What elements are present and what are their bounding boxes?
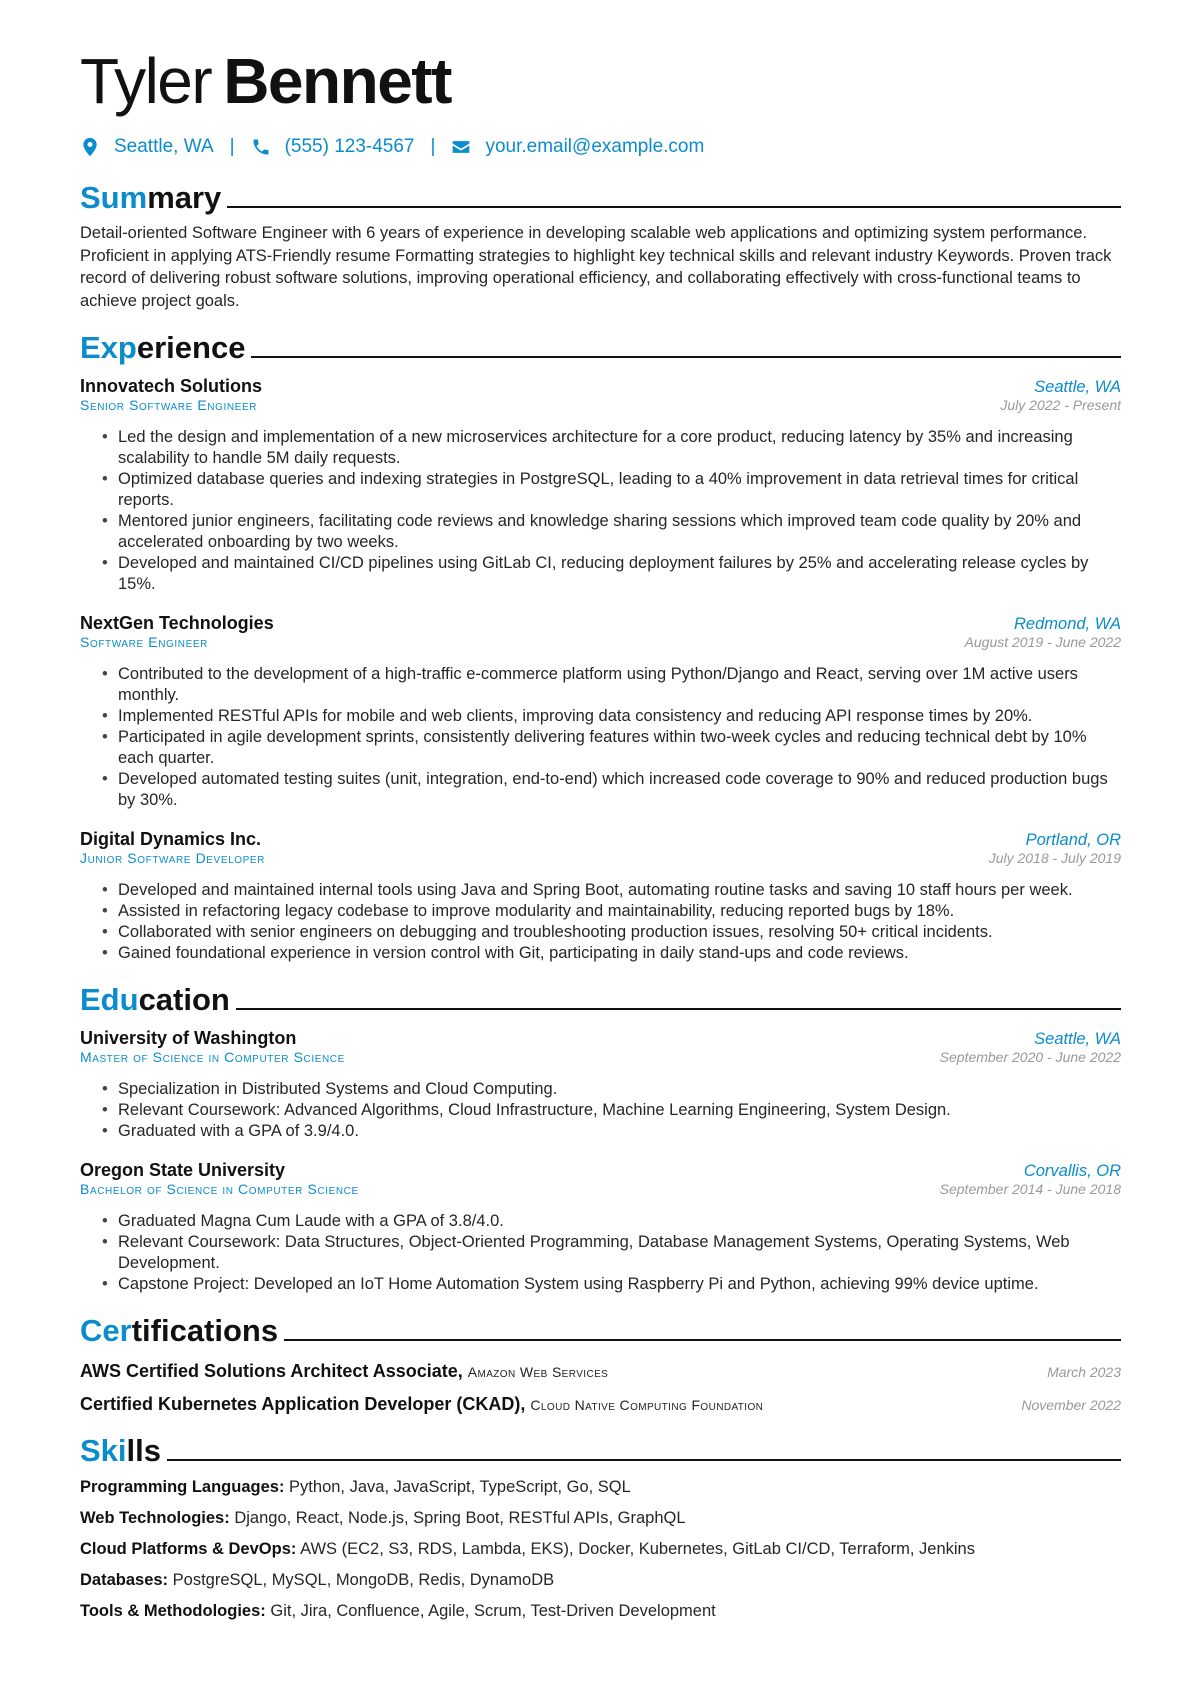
section-title: Certifications: [80, 1313, 279, 1348]
education-detail-item: • Graduated with a GPA of 3.9/4.0.: [102, 1121, 1121, 1142]
degree-title: Bachelor of Science in Computer Science: [80, 1181, 359, 1197]
certification-entry: AWS Certified Solutions Architect Associate, Amazon Web Services March 2023: [80, 1361, 1121, 1381]
section-title: Education: [80, 982, 230, 1017]
experience-entry: [80, 613, 1121, 811]
skill-category: Programming Languages:: [80, 1478, 285, 1496]
education-detail-item: • Graduated Magna Cum Laude with a GPA of 3.8/4.0.: [102, 1211, 1121, 1232]
skill-category: Cloud Platforms & DevOps:: [80, 1540, 297, 1558]
skill-row: [80, 1601, 1121, 1622]
achievement-item: • Gained foundational experience in version control with Git, participating in daily stand-ups and code reviews.: [102, 943, 1121, 964]
certification-date: March 2023: [1047, 1364, 1121, 1380]
company-name: Innovatech Solutions: [80, 376, 263, 396]
candidate-name: [80, 40, 1121, 122]
contact-location: [80, 136, 214, 158]
job-title: Senior Software Engineer: [80, 397, 258, 413]
school-dates: September 2020 - June 2022: [939, 1049, 1121, 1065]
experience-entry: [80, 376, 1121, 595]
skill-category: Web Technologies:: [80, 1509, 230, 1527]
school-location: Seattle, WA: [1034, 1030, 1121, 1048]
achievement-item: • Optimized database queries and indexing strategies in PostgreSQL, leading to a 40% improvement in data retrieval times for critical reports.: [102, 469, 1121, 511]
certification-entry: Certified Kubernetes Application Developer (CKAD), Cloud Native Computing Foundation November 2022: [80, 1394, 1121, 1414]
achievement-item: • Developed and maintained internal tools using Java and Spring Boot, automating routine tasks and saving 10 staff hours per week.: [102, 880, 1121, 901]
certification-name: Certified Kubernetes Application Developer (CKAD): [80, 1394, 521, 1414]
achievement-list: [80, 427, 1121, 595]
section-rule: [284, 1339, 1121, 1341]
summary-text: Detail-oriented Software Engineer with 6 years of experience in developing scalable web applications and optimizing system performance. Proficient in applying ATS-Friendly resume Formatting strategies to highlight key technical skills and relevant industry Keywords. Proven track record of delivering robust software solutions, improving operational efficiency, and collaborating effectively with cross-functional teams to achieve project goals.: [80, 224, 1112, 310]
section-rule: [227, 206, 1121, 208]
achievement-item: • Developed and maintained CI/CD pipelines using GitLab CI, reducing deployment failures by 25% and accelerating release cycles by 15%.: [102, 553, 1121, 595]
skill-values: AWS (EC2, S3, RDS, Lambda, EKS), Docker, Kubernetes, GitLab CI/CD, Terraform, Jenkins: [300, 1540, 975, 1558]
job-location: Redmond, WA: [1014, 615, 1121, 633]
envelope-icon: [451, 137, 471, 157]
achievement-item: • Developed automated testing suites (unit, integration, end-to-end) which increased code coverage to 90% and reduced production bugs by 30%.: [102, 769, 1121, 811]
achievement-item: • Contributed to the development of a high-traffic e-commerce platform using Python/Django and React, serving over 1M active users monthly.: [102, 664, 1121, 706]
skill-category: Databases:: [80, 1571, 169, 1589]
company-name: NextGen Technologies: [80, 613, 274, 633]
skill-values: Git, Jira, Confluence, Agile, Scrum, Test-Driven Development: [270, 1602, 716, 1620]
education-detail-list: [80, 1211, 1121, 1295]
achievement-item: • Participated in agile development sprints, consistently delivering features within two-week cycles and reducing technical debt by 10% each quarter.: [102, 727, 1121, 769]
school-location: Corvallis, OR: [1023, 1162, 1121, 1180]
education-entry: [80, 1160, 1121, 1295]
section-title: Skills: [80, 1433, 161, 1468]
job-title: Junior Software Developer: [80, 850, 265, 866]
certification-name: AWS Certified Solutions Architect Associate: [80, 1361, 458, 1381]
education-detail-item: • Relevant Coursework: Advanced Algorithms, Cloud Infrastructure, Machine Learning Engineering, System Design.: [102, 1100, 1121, 1121]
last-name: Bennett: [223, 45, 451, 117]
school-name: Oregon State University: [80, 1160, 286, 1180]
email-link[interactable]: your.email@example.com: [485, 136, 705, 157]
skill-row: [80, 1508, 1121, 1529]
school-dates: September 2014 - June 2018: [939, 1181, 1121, 1197]
achievement-item: • Mentored junior engineers, facilitating code reviews and knowledge sharing sessions which improved team code quality by 20% and accelerated onboarding by two weeks.: [102, 511, 1121, 553]
certification-date: November 2022: [1021, 1397, 1121, 1413]
achievement-item: • Led the design and implementation of a new microservices architecture for a core product, reducing latency by 35% and increasing scalability to handle 5M daily requests.: [102, 427, 1121, 469]
certification-issuer: Amazon Web Services: [467, 1364, 609, 1380]
achievement-list: [80, 664, 1121, 811]
contact-email[interactable]: [451, 136, 704, 158]
education-entry: [80, 1028, 1121, 1142]
experience-entry: [80, 829, 1121, 964]
education-detail-list: [80, 1079, 1121, 1142]
map-pin-icon: [80, 137, 100, 157]
job-title: Software Engineer: [80, 634, 208, 650]
achievement-item: • Collaborated with senior engineers on debugging and troubleshooting production issues, resolving 50+ critical incidents.: [102, 922, 1121, 943]
section-summary-heading: [80, 178, 1121, 216]
contact-separator: |: [229, 136, 235, 157]
location-text: Seattle, WA: [114, 136, 214, 157]
company-name: Digital Dynamics Inc.: [80, 829, 262, 849]
job-dates: July 2022 - Present: [1000, 397, 1121, 413]
school-name: University of Washington: [80, 1028, 297, 1048]
skill-row: [80, 1570, 1121, 1591]
skill-row: [80, 1477, 1121, 1498]
education-detail-item: • Relevant Coursework: Data Structures, Object-Oriented Programming, Database Management Systems, Operating Systems, Web Development.: [102, 1232, 1121, 1274]
job-dates: August 2019 - June 2022: [964, 634, 1121, 650]
achievement-list: [80, 880, 1121, 964]
education-detail-item: • Capstone Project: Developed an IoT Home Automation System using Raspberry Pi and Python, achieving 99% device uptime.: [102, 1274, 1121, 1295]
section-rule: [236, 1008, 1121, 1010]
section-certifications-heading: [80, 1311, 1121, 1349]
skill-category: Tools & Methodologies:: [80, 1602, 266, 1620]
section-education-heading: [80, 980, 1121, 1018]
section-skills-heading: [80, 1431, 1121, 1469]
resume-page: [80, 40, 1121, 1622]
section-title: Experience: [80, 330, 246, 365]
degree-title: Master of Science in Computer Science: [80, 1049, 345, 1065]
section-rule: [251, 356, 1121, 358]
contact-separator: |: [430, 136, 436, 157]
phone-text: (555) 123-4567: [284, 136, 415, 157]
first-name: Tyler: [80, 45, 212, 117]
job-dates: July 2018 - July 2019: [988, 850, 1121, 866]
certification-issuer: Cloud Native Computing Foundation: [530, 1397, 764, 1413]
section-rule: [167, 1459, 1121, 1461]
section-title: Summary: [80, 180, 222, 215]
job-location: Portland, OR: [1025, 831, 1121, 849]
section-experience-heading: [80, 328, 1121, 366]
skill-values: PostgreSQL, MySQL, MongoDB, Redis, DynamoDB: [172, 1571, 555, 1589]
skill-row: [80, 1539, 1121, 1560]
skill-values: Python, Java, JavaScript, TypeScript, Go, SQL: [289, 1478, 631, 1496]
education-detail-item: • Specialization in Distributed Systems and Cloud Computing.: [102, 1079, 1121, 1100]
skill-values: Django, React, Node.js, Spring Boot, RESTful APIs, GraphQL: [234, 1509, 686, 1527]
contact-phone[interactable]: [251, 136, 415, 158]
achievement-item: • Assisted in refactoring legacy codebase to improve modularity and maintainability, reducing reported bugs by 18%.: [102, 901, 1121, 922]
achievement-item: • Implemented RESTful APIs for mobile and web clients, improving data consistency and reducing API response times by 20%.: [102, 706, 1121, 727]
phone-icon: [251, 137, 271, 157]
contact-bar: [80, 132, 1121, 162]
job-location: Seattle, WA: [1034, 378, 1121, 396]
